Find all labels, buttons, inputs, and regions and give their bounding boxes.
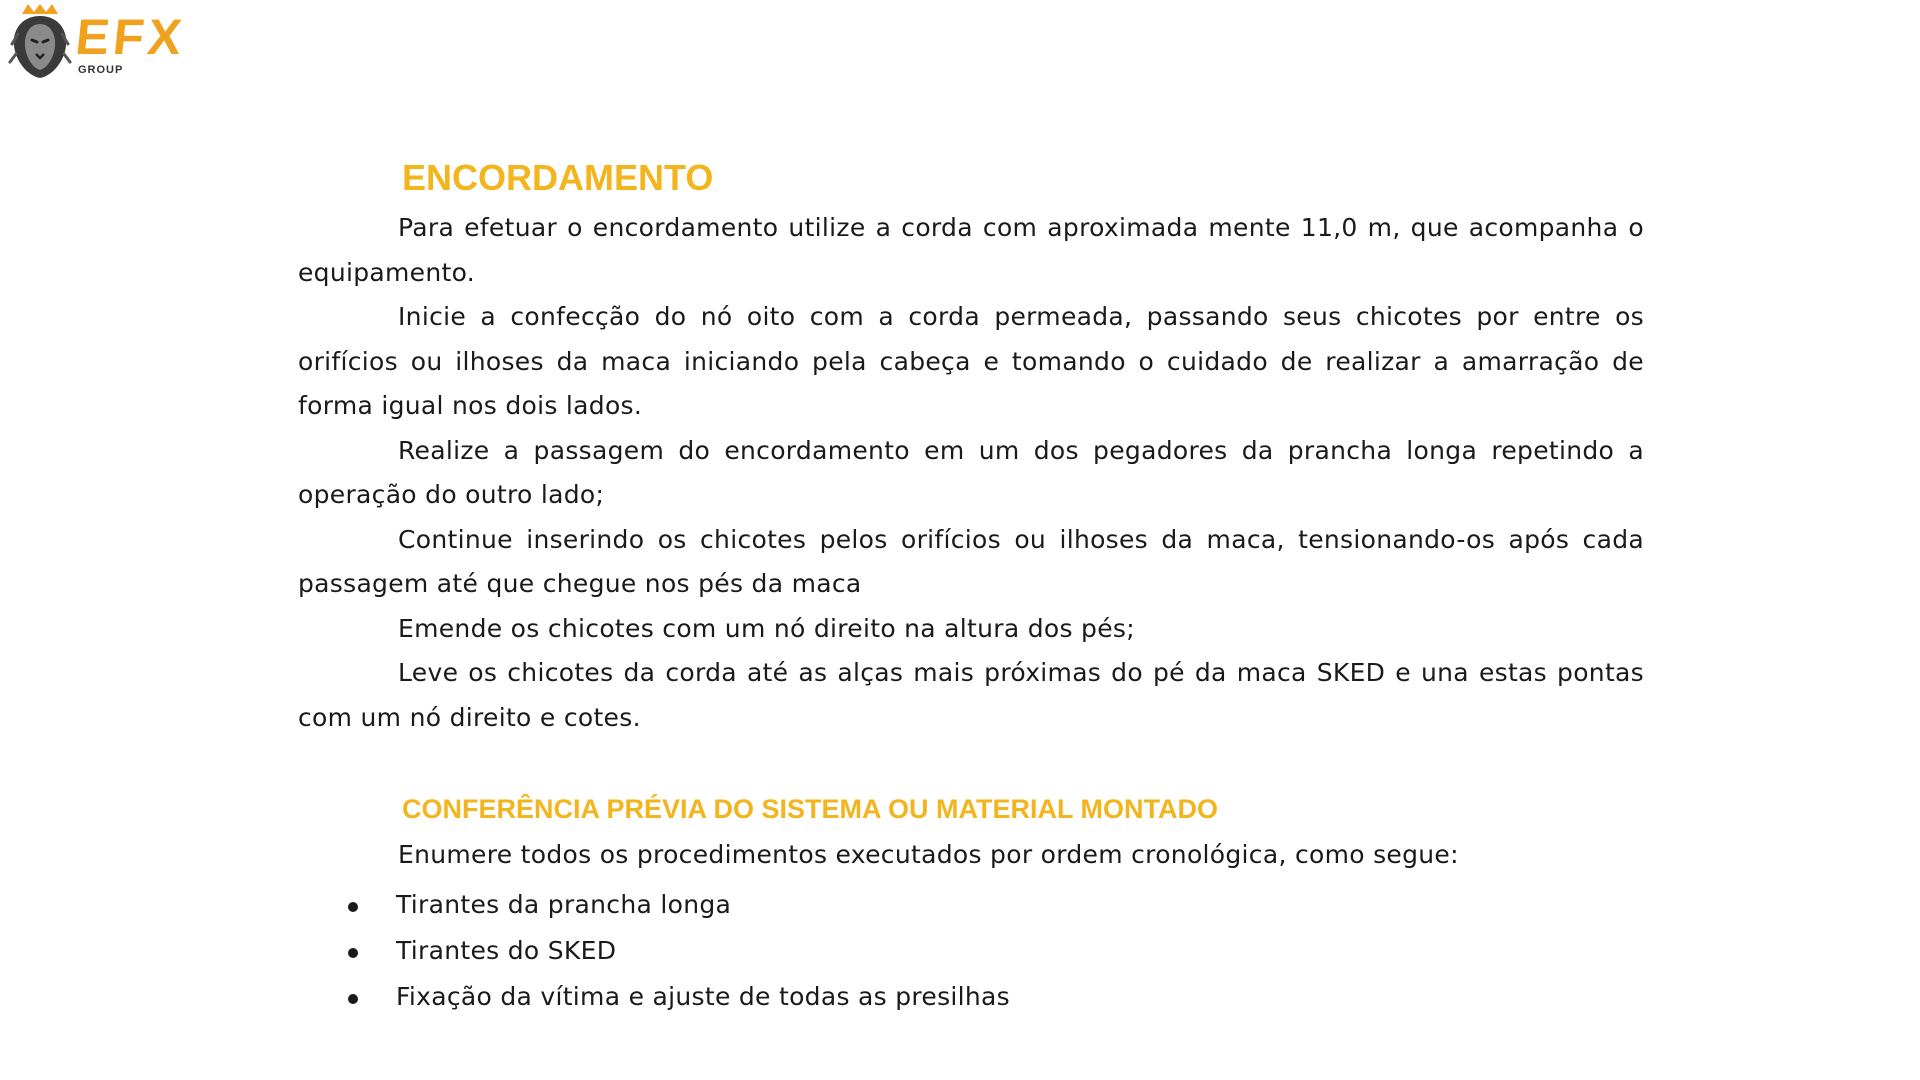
paragraph: Realize a passagem do encordamento em um dos pegadores da prancha longa repetindo a operação do outro lado; — [298, 435, 1644, 509]
logo-sub-text: GROUP — [78, 64, 124, 76]
list-item — [298, 928, 1644, 974]
paragraph: Para efetuar o encordamento utilize a corda com aproximada mente 11,0 m, que acompanha o equipamento. — [298, 213, 1644, 287]
list-item — [298, 882, 1644, 928]
procedure-list — [298, 882, 1644, 1020]
section-heading-conferencia: CONFERÊNCIA PRÉVIA DO SISTEMA OU MATERIAL MONTADO — [402, 794, 1219, 824]
list-item-text: Tirantes do SKED — [396, 935, 617, 965]
paragraph: Emende os chicotes com um nó direito na altura dos pés; — [398, 613, 1135, 643]
lion-icon — [8, 4, 72, 80]
paragraph: Continue inserindo os chicotes pelos orifícios ou ilhoses da maca, tensionando-os após cada passagem até que chegue nos pés da maca — [298, 524, 1644, 598]
paragraph-intro: Enumere todos os procedimentos executados por ordem cronológica, como segue: — [398, 840, 1459, 869]
paragraph: Inicie a confecção do nó oito com a corda permeada, passando seus chicotes por entre os orifícios ou ilhoses da maca iniciando pela cabeça e tomando o cuidado de realizar a amarração de forma igual nos dois lados. — [298, 302, 1644, 420]
list-item-text: Fixação da vítima e ajuste de todas as presilhas — [396, 981, 1010, 1011]
list-item-text: Tirantes da prancha longa — [396, 889, 732, 919]
efx-group-logo — [8, 4, 238, 80]
bullet-icon — [348, 948, 358, 958]
bullet-icon — [348, 902, 358, 912]
paragraph: Leve os chicotes da corda até as alças mais próximas do pé da maca SKED e una estas pontas com um nó direito e cotes. — [298, 658, 1644, 732]
section-heading-encordamento: ENCORDAMENTO — [402, 157, 714, 198]
logo-brand-text: EFX — [73, 9, 189, 65]
bullet-icon — [348, 994, 358, 1004]
list-item — [298, 974, 1644, 1020]
document-body — [298, 157, 1644, 1020]
